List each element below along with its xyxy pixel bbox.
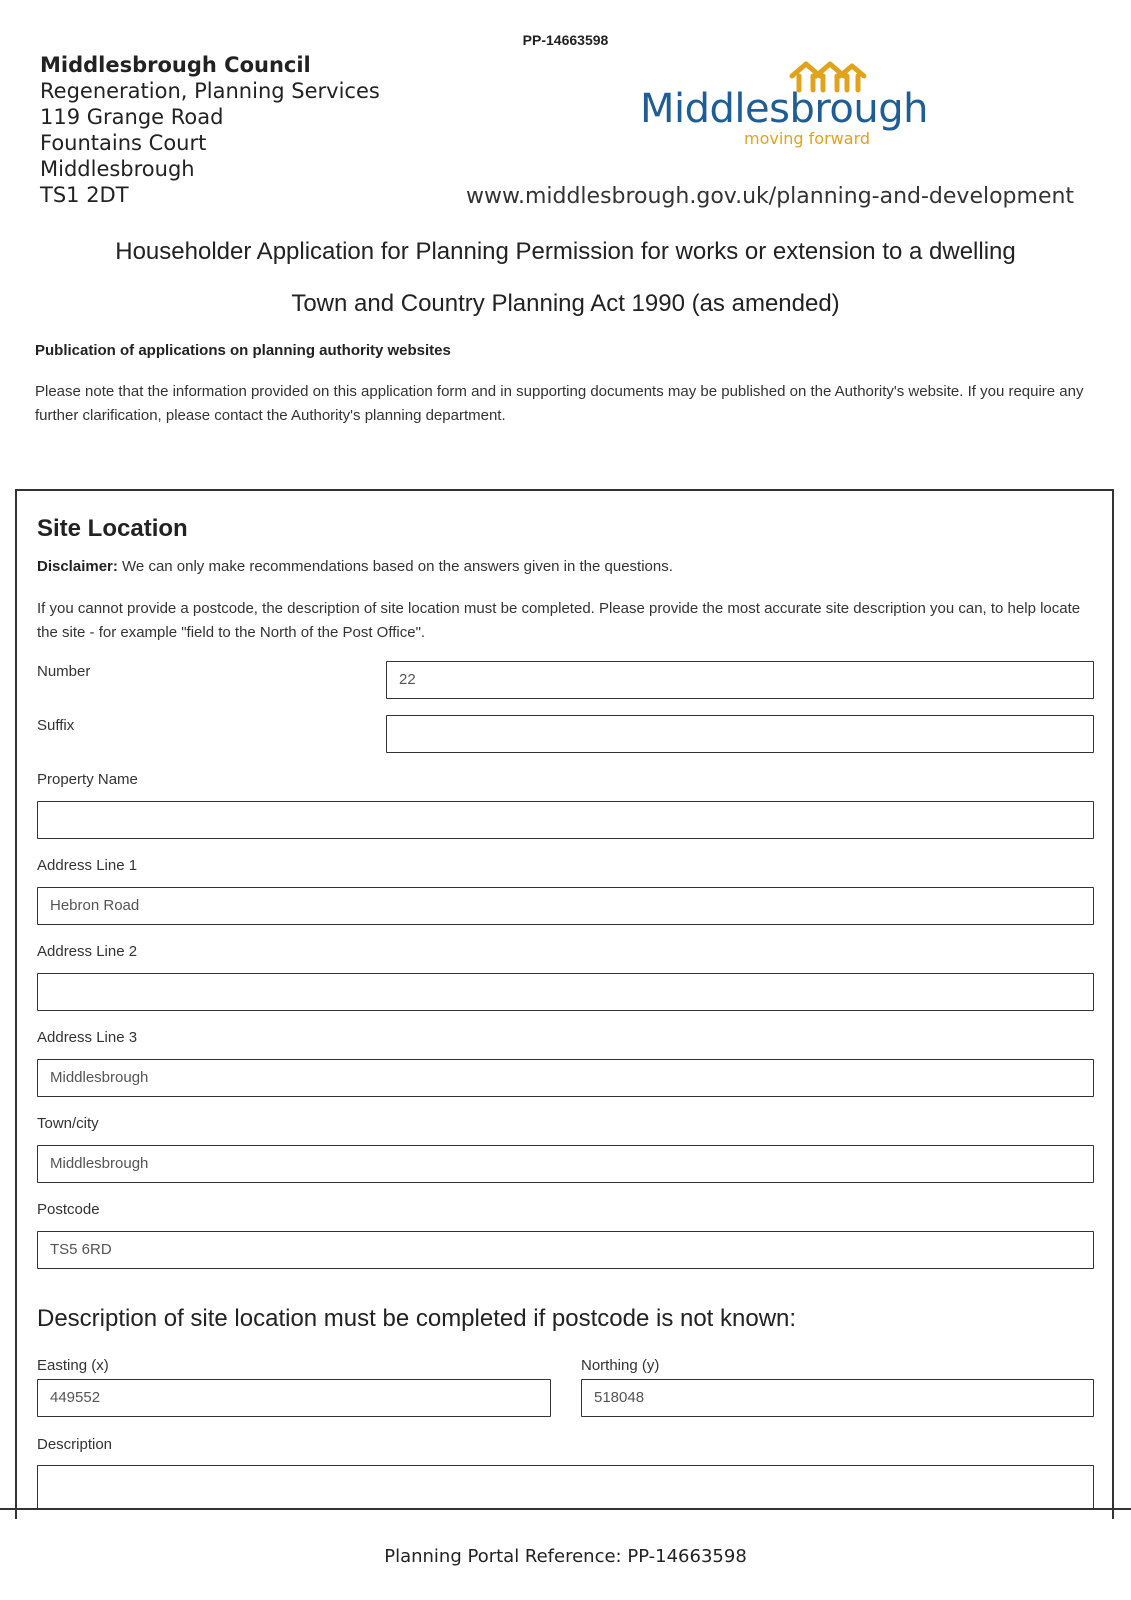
council-address: [40, 52, 380, 208]
description-field[interactable]: [37, 1465, 1094, 1509]
council-website: www.middlesbrough.gov.uk/planning-and-development: [466, 184, 1075, 209]
council-department: Regeneration, Planning Services: [40, 79, 380, 103]
postcode-field[interactable]: TS5 6RD: [37, 1231, 1094, 1269]
footer-divider: [0, 1508, 1131, 1510]
easting-label: Easting (x): [37, 1357, 109, 1374]
address-line-3-label: Address Line 3: [37, 1029, 138, 1046]
disclaimer-label: Disclaimer:: [37, 558, 118, 575]
council-postcode: TS1 2DT: [40, 183, 129, 207]
suffix-field[interactable]: [386, 715, 1094, 753]
property-name-label: Property Name: [37, 771, 138, 788]
council-town: Middlesbrough: [40, 157, 195, 181]
number-label: Number: [37, 663, 91, 680]
address-line-2-field[interactable]: [37, 973, 1094, 1011]
town-city-label: Town/city: [37, 1115, 99, 1132]
form-title: Householder Application for Planning Permission for works or extension to a dwelling: [115, 238, 1016, 265]
council-street: 119 Grange Road: [40, 105, 224, 129]
town-city-field[interactable]: Middlesbrough: [37, 1145, 1094, 1183]
address-line-2-label: Address Line 2: [37, 943, 138, 960]
logo-tagline: moving forward: [744, 129, 871, 148]
address-line-1-field[interactable]: Hebron Road: [37, 887, 1094, 925]
logo-wordmark: Middlesbrough: [640, 86, 928, 132]
address-line-1-label: Address Line 1: [37, 857, 138, 874]
description-heading: Description of site location must be completed if postcode is not known:: [37, 1305, 797, 1332]
description-label: Description: [37, 1436, 113, 1453]
footer-reference: Planning Portal Reference: PP-14663598: [384, 1546, 747, 1567]
number-field[interactable]: 22: [386, 661, 1094, 699]
middlesbrough-logo: [640, 58, 940, 158]
property-name-field[interactable]: [37, 801, 1094, 839]
address-line-3-field[interactable]: Middlesbrough: [37, 1059, 1094, 1097]
northing-field[interactable]: 518048: [581, 1379, 1094, 1417]
council-building: Fountains Court: [40, 131, 207, 155]
section-title: Site Location: [37, 515, 188, 542]
disclaimer: [37, 558, 673, 575]
northing-label: Northing (y): [581, 1357, 660, 1374]
form-act: Town and Country Planning Act 1990 (as amended): [291, 290, 840, 317]
publication-heading: Publication of applications on planning authority websites: [35, 342, 451, 359]
council-name: Middlesbrough Council: [40, 53, 311, 77]
postcode-note: If you cannot provide a postcode, the description of site location must be completed. Please provide the most accurate site description you can, to help locate the site - for example "field to the North of the Post Office".: [37, 600, 1081, 641]
postcode-label: Postcode: [37, 1201, 100, 1218]
suffix-label: Suffix: [37, 717, 75, 734]
publication-text: Please note that the information provided on this application form and in supporting documents may be published on the Authority's website. If you require any further clarification, please contact the Authority's planning department.: [35, 383, 1084, 424]
document-reference: PP-14663598: [522, 32, 609, 48]
disclaimer-text: We can only make recommendations based on the answers given in the questions.: [117, 558, 673, 575]
easting-field[interactable]: 449552: [37, 1379, 551, 1417]
